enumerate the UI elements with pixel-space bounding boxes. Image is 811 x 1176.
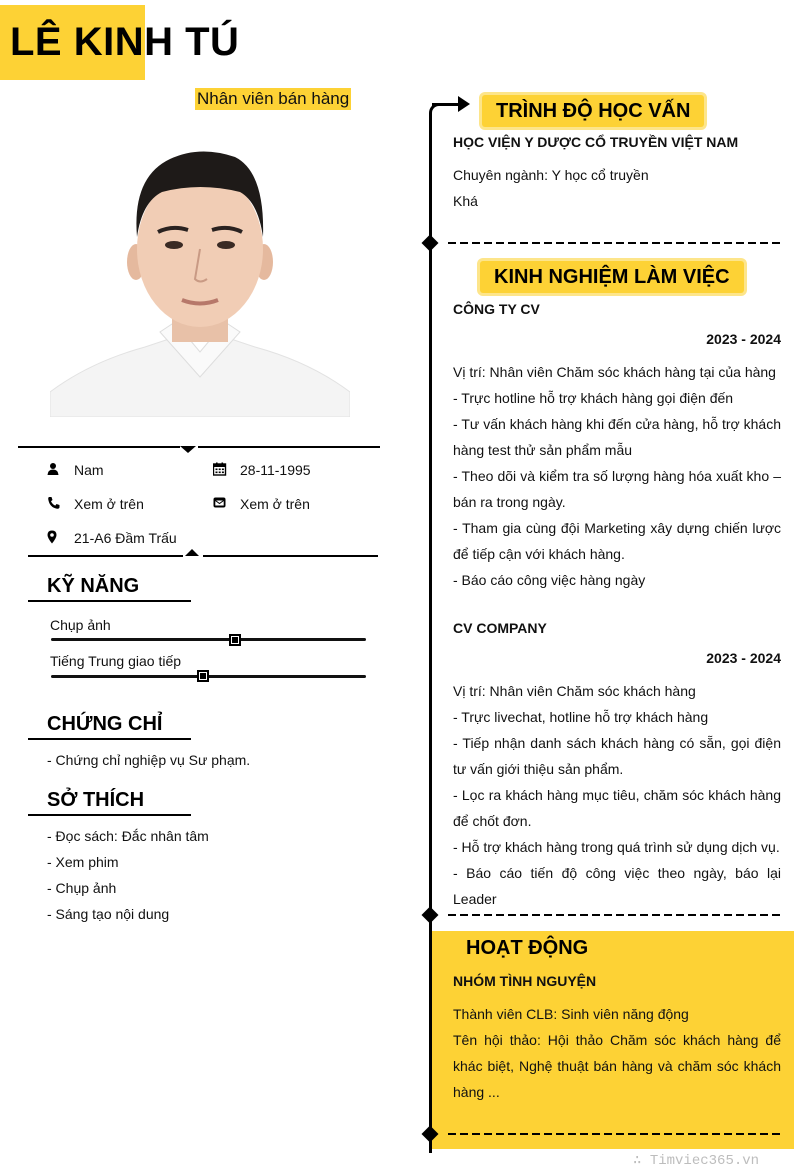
certificate-item: - Chứng chỉ nghiệp vụ Sư phạm. bbox=[47, 752, 251, 768]
contact-divider-top bbox=[18, 446, 180, 448]
person-portrait-icon bbox=[50, 137, 350, 417]
job-company: CÔNG TY CV bbox=[453, 301, 540, 317]
arrow-right-icon bbox=[458, 96, 470, 112]
skill-slider-track bbox=[51, 638, 366, 641]
job-description bbox=[453, 359, 781, 593]
contact-birthday bbox=[213, 461, 227, 479]
hobby-item: - Sáng tạo nội dung bbox=[47, 906, 170, 922]
job-line: - Hỗ trợ khách hàng trong quá trình sử dụng dịch vụ. bbox=[453, 839, 780, 855]
skill-slider-knob bbox=[229, 634, 241, 646]
job-line: Vị trí: Nhân viên Chăm sóc khách hàng tại của hàng bbox=[453, 364, 776, 380]
job-line: - Tiếp nhận danh sách khách hàng có sẵn, gọi điện tư vấn giới thiệu sản phẩm. bbox=[453, 735, 781, 777]
map-marker-icon bbox=[47, 530, 61, 544]
hobby-item: - Đọc sách: Đắc nhân tâm bbox=[47, 828, 209, 844]
skill-label: Tiếng Trung giao tiếp bbox=[50, 653, 182, 669]
timeline-diamond-icon bbox=[422, 907, 439, 924]
email-value[interactable]: Xem ở trên bbox=[240, 496, 310, 512]
experience-heading-highlight bbox=[480, 261, 744, 293]
education-major: Chuyên ngành: Y học cổ truyền bbox=[453, 167, 649, 183]
hobby-item: - Chụp ảnh bbox=[47, 880, 117, 896]
timeline-diamond-icon bbox=[422, 235, 439, 252]
activity-line: Tên hội thảo: Hội thảo Chăm sóc khách hàng để khác biệt, Nghệ thuật bán hàng và chăm sóc khách hàng ... bbox=[453, 1032, 781, 1100]
user-icon bbox=[47, 462, 61, 476]
phone-value[interactable]: Xem ở trên bbox=[74, 496, 144, 512]
contact-email bbox=[213, 495, 227, 513]
certificates-heading: CHỨNG CHỈ bbox=[47, 713, 163, 735]
skills-heading: KỸ NĂNG bbox=[47, 575, 140, 597]
job-line: - Tư vấn khách hàng khi đến cửa hàng, hỗ trợ khách hàng test thử sản phẩm mẫu bbox=[453, 416, 781, 458]
education-grade: Khá bbox=[453, 193, 478, 209]
calendar-icon bbox=[213, 462, 227, 476]
section-separator bbox=[448, 242, 781, 244]
education-heading-highlight bbox=[482, 95, 704, 127]
job-line: - Theo dõi và kiểm tra số lượng hàng hóa xuất kho – bán ra trong ngày. bbox=[453, 468, 781, 510]
profile-photo bbox=[50, 137, 350, 417]
activity-line: Thành viên CLB: Sinh viên năng động bbox=[453, 1006, 689, 1022]
job-line: Vị trí: Nhân viên Chăm sóc khách hàng bbox=[453, 683, 696, 699]
activity-description bbox=[453, 1001, 781, 1105]
hobby-item: - Xem phim bbox=[47, 854, 119, 870]
contact-phone bbox=[47, 495, 61, 513]
job-line: - Báo cáo công việc hàng ngày bbox=[453, 572, 646, 588]
job-line: - Tham gia cùng đội Marketing xây dựng chiến lược để tiếp cận với khách hàng. bbox=[453, 520, 781, 562]
contact-gender bbox=[47, 461, 61, 479]
job-period: 2023 - 2024 bbox=[706, 650, 781, 666]
certificates-heading-underline bbox=[28, 738, 191, 740]
envelope-icon bbox=[213, 496, 227, 510]
skill-slider-knob bbox=[197, 670, 209, 682]
contact-divider-top bbox=[198, 446, 380, 448]
job-title: Nhân viên bán hàng bbox=[197, 89, 350, 108]
triangle-down-icon bbox=[180, 446, 196, 453]
phone-icon bbox=[47, 496, 61, 510]
address-value: 21-A6 Đầm Trấu bbox=[74, 530, 177, 546]
birthday-value: 28-11-1995 bbox=[240, 462, 311, 478]
job-description bbox=[453, 678, 781, 912]
education-heading: TRÌNH ĐỘ HỌC VẤN bbox=[496, 100, 691, 122]
section-separator bbox=[448, 914, 781, 916]
job-line: - Báo cáo tiến độ công việc theo ngày, báo lại Leader bbox=[453, 865, 781, 907]
job-line: - Lọc ra khách hàng mục tiêu, chăm sóc khách hàng để chốt đơn. bbox=[453, 787, 781, 829]
gender-value: Nam bbox=[74, 462, 104, 478]
job-company: CV COMPANY bbox=[453, 620, 547, 636]
timeline-line bbox=[429, 113, 432, 1153]
watermark: ∴ Timviec365.vn bbox=[633, 1153, 760, 1169]
timeline-arrow-shaft bbox=[432, 103, 460, 106]
skill-label: Chụp ảnh bbox=[50, 617, 111, 633]
job-period: 2023 - 2024 bbox=[706, 331, 781, 347]
contact-divider-bottom bbox=[28, 555, 183, 557]
hobbies-heading: SỞ THÍCH bbox=[47, 789, 145, 811]
school-name: HỌC VIỆN Y DƯỢC CỔ TRUYỀN VIỆT NAM bbox=[453, 134, 739, 150]
activities-heading: HOẠT ĐỘNG bbox=[466, 937, 589, 959]
job-line: - Trực hotline hỗ trợ khách hàng gọi điện đến bbox=[453, 390, 734, 406]
job-line: - Trực livechat, hotline hỗ trợ khách hàng bbox=[453, 709, 709, 725]
contact-address bbox=[47, 529, 61, 547]
skills-heading-underline bbox=[28, 600, 191, 602]
triangle-up-icon bbox=[185, 549, 199, 556]
contact-divider-bottom bbox=[203, 555, 378, 557]
activity-org: NHÓM TÌNH NGUYỆN bbox=[453, 973, 597, 989]
experience-heading: KINH NGHIỆM LÀM VIỆC bbox=[494, 266, 730, 288]
hobbies-heading-underline bbox=[28, 814, 191, 816]
candidate-name: LÊ KINH TÚ bbox=[10, 20, 240, 64]
section-separator bbox=[448, 1133, 781, 1135]
